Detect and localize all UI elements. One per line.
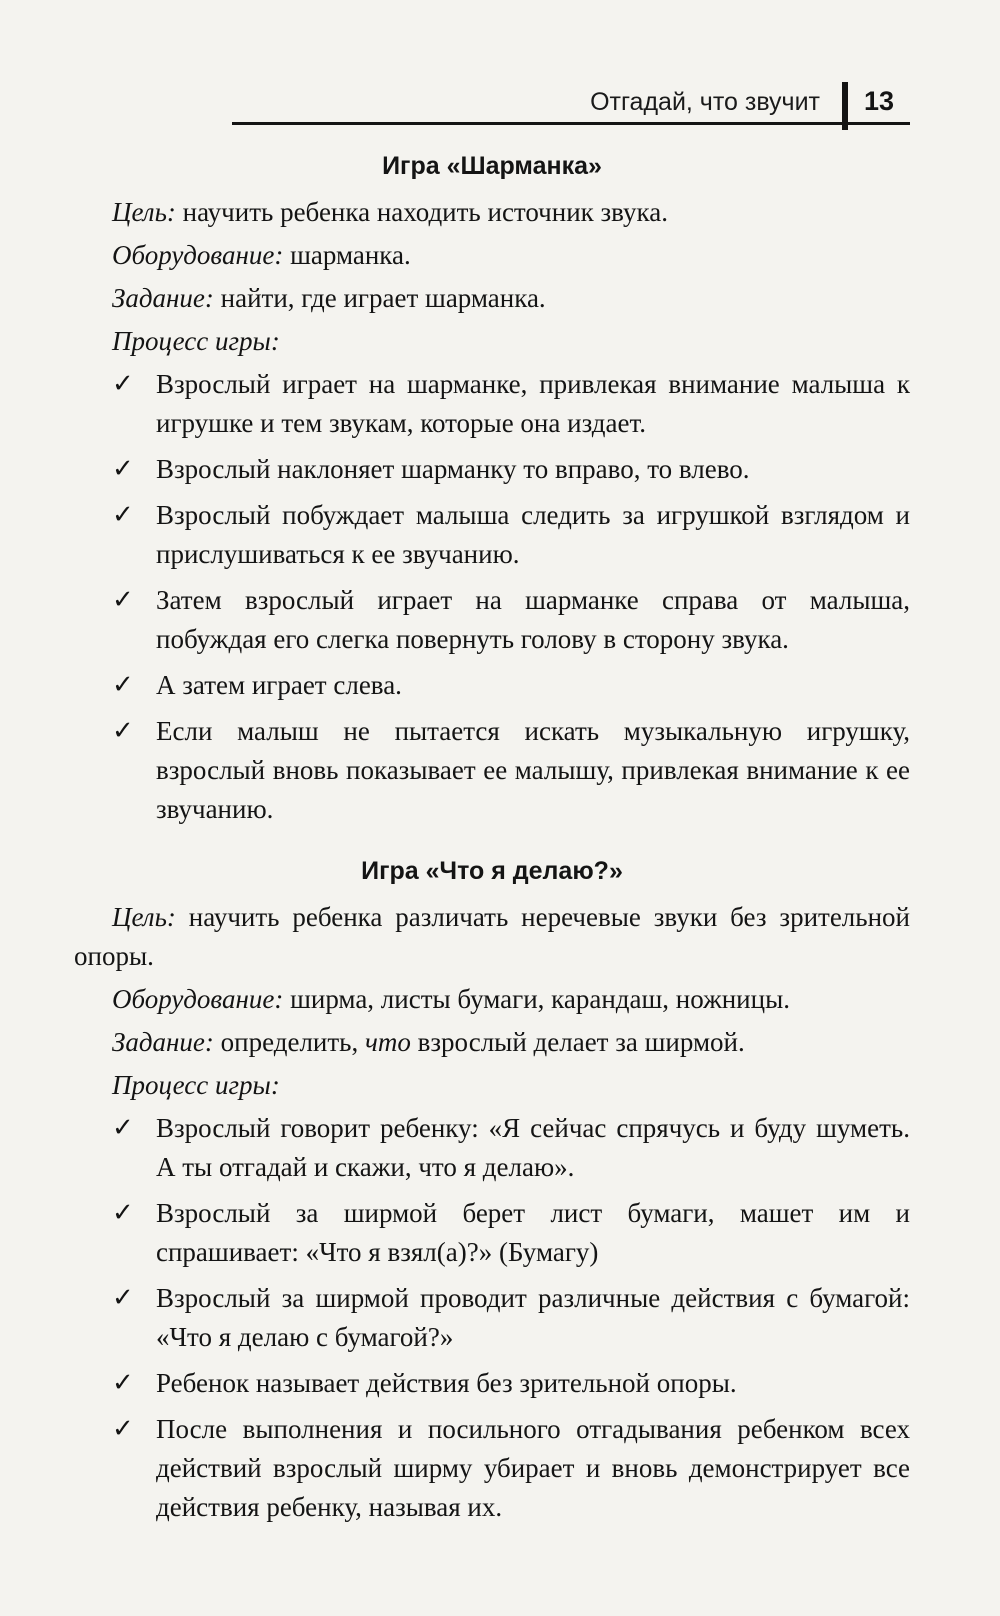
process-paragraph: [74, 322, 910, 361]
equipment-paragraph: [74, 980, 910, 1019]
header-title: Отгадай, что звучит: [590, 88, 820, 116]
step-text: Взрослый побуждает малыша следить за игрушкой взглядом и прислушиваться к ее звучанию.: [156, 500, 910, 569]
game-title: Игра «Шарманка»: [382, 152, 602, 180]
process-label: Процесс игры:: [112, 1070, 280, 1100]
process-label: Процесс игры:: [112, 326, 280, 356]
list-item: [74, 712, 910, 829]
task-paragraph: [74, 279, 910, 318]
step-text: Ребенок называет действия без зрительной опоры.: [156, 1368, 737, 1398]
checkmark-icon: ✓: [112, 1368, 134, 1398]
list-item: [74, 1364, 910, 1403]
task-text-emphasis: что: [365, 1027, 411, 1057]
checkmark-icon: ✓: [112, 670, 134, 700]
running-header: [232, 82, 912, 126]
list-item: [74, 581, 910, 659]
equipment-label: Оборудование:: [112, 984, 284, 1014]
checkmark-icon: ✓: [112, 716, 134, 746]
task-text-pre: определить,: [220, 1027, 359, 1057]
goal-paragraph: [74, 193, 910, 232]
list-item: [74, 365, 910, 443]
equipment-text: ширма, листы бумаги, карандаш, ножницы.: [290, 984, 790, 1014]
list-item: [74, 1410, 910, 1527]
step-text: Взрослый говорит ребенку: «Я сейчас спрячусь и буду шуметь. А ты отгадай и скажи, что я делаю».: [156, 1113, 910, 1182]
list-item: [74, 666, 910, 705]
game-section-sharmanka: [74, 150, 910, 829]
checkmark-icon: ✓: [112, 585, 134, 615]
checkmark-icon: ✓: [112, 1198, 134, 1228]
step-text: Взрослый наклоняет шарманку то вправо, то влево.: [156, 454, 750, 484]
header-rule: [232, 122, 910, 125]
step-text: Взрослый за ширмой проводит различные действия с бумагой: «Что я делаю с бумагой?»: [156, 1283, 910, 1352]
equipment-label: Оборудование:: [112, 240, 284, 270]
step-text: Взрослый играет на шарманке, привлекая внимание малыша к игрушке и тем звукам, которые она издает.: [156, 369, 910, 438]
task-label: Задание:: [112, 283, 214, 313]
goal-label: Цель:: [112, 902, 176, 932]
list-item: [74, 496, 910, 574]
equipment-paragraph: [74, 236, 910, 275]
checkmark-icon: ✓: [112, 500, 134, 530]
equipment-text: шарманка.: [290, 240, 411, 270]
steps-list: [74, 365, 910, 829]
list-item: [74, 1109, 910, 1187]
page-content: [74, 150, 910, 1534]
list-item: [74, 450, 910, 489]
step-text: Затем взрослый играет на шарманке справа от малыша, побуждая его слегка повернуть голову в сторону звука.: [156, 585, 910, 654]
step-text: После выполнения и посильного отгадывания ребенком всех действий взрослый ширму убирает и вновь демонстрирует все действия ребенку, называя их.: [156, 1414, 910, 1522]
task-text-post: взрослый делает за ширмой.: [417, 1027, 745, 1057]
game-section-what-am-i-doing: [74, 855, 910, 1527]
checkmark-icon: ✓: [112, 369, 134, 399]
steps-list: [74, 1109, 910, 1527]
checkmark-icon: ✓: [112, 1283, 134, 1313]
checkmark-icon: ✓: [112, 1113, 134, 1143]
checkmark-icon: ✓: [112, 1414, 134, 1444]
goal-label: Цель:: [112, 197, 176, 227]
goal-text: научить ребенка находить источник звука.: [182, 197, 668, 227]
step-text: Взрослый за ширмой берет лист бумаги, машет им и спрашивает: «Что я взял(а)?» (Бумагу): [156, 1198, 910, 1267]
step-text: Если малыш не пытается искать музыкальную игрушку, взрослый вновь показывает ее малышу, привлекая внимание к ее звучанию.: [156, 716, 910, 824]
process-paragraph: [74, 1066, 910, 1105]
list-item: [74, 1194, 910, 1272]
task-label: Задание:: [112, 1027, 214, 1057]
game-title: Игра «Что я делаю?»: [361, 857, 623, 885]
task-text: найти, где играет шарманка.: [220, 283, 546, 313]
page-number: 13: [864, 86, 895, 116]
goal-paragraph: [74, 898, 910, 976]
list-item: [74, 1279, 910, 1357]
task-paragraph: [74, 1023, 910, 1062]
step-text: А затем играет слева.: [156, 670, 402, 700]
goal-text: научить ребенка различать неречевые звуки без зрительной опоры.: [74, 902, 910, 971]
checkmark-icon: ✓: [112, 454, 134, 484]
